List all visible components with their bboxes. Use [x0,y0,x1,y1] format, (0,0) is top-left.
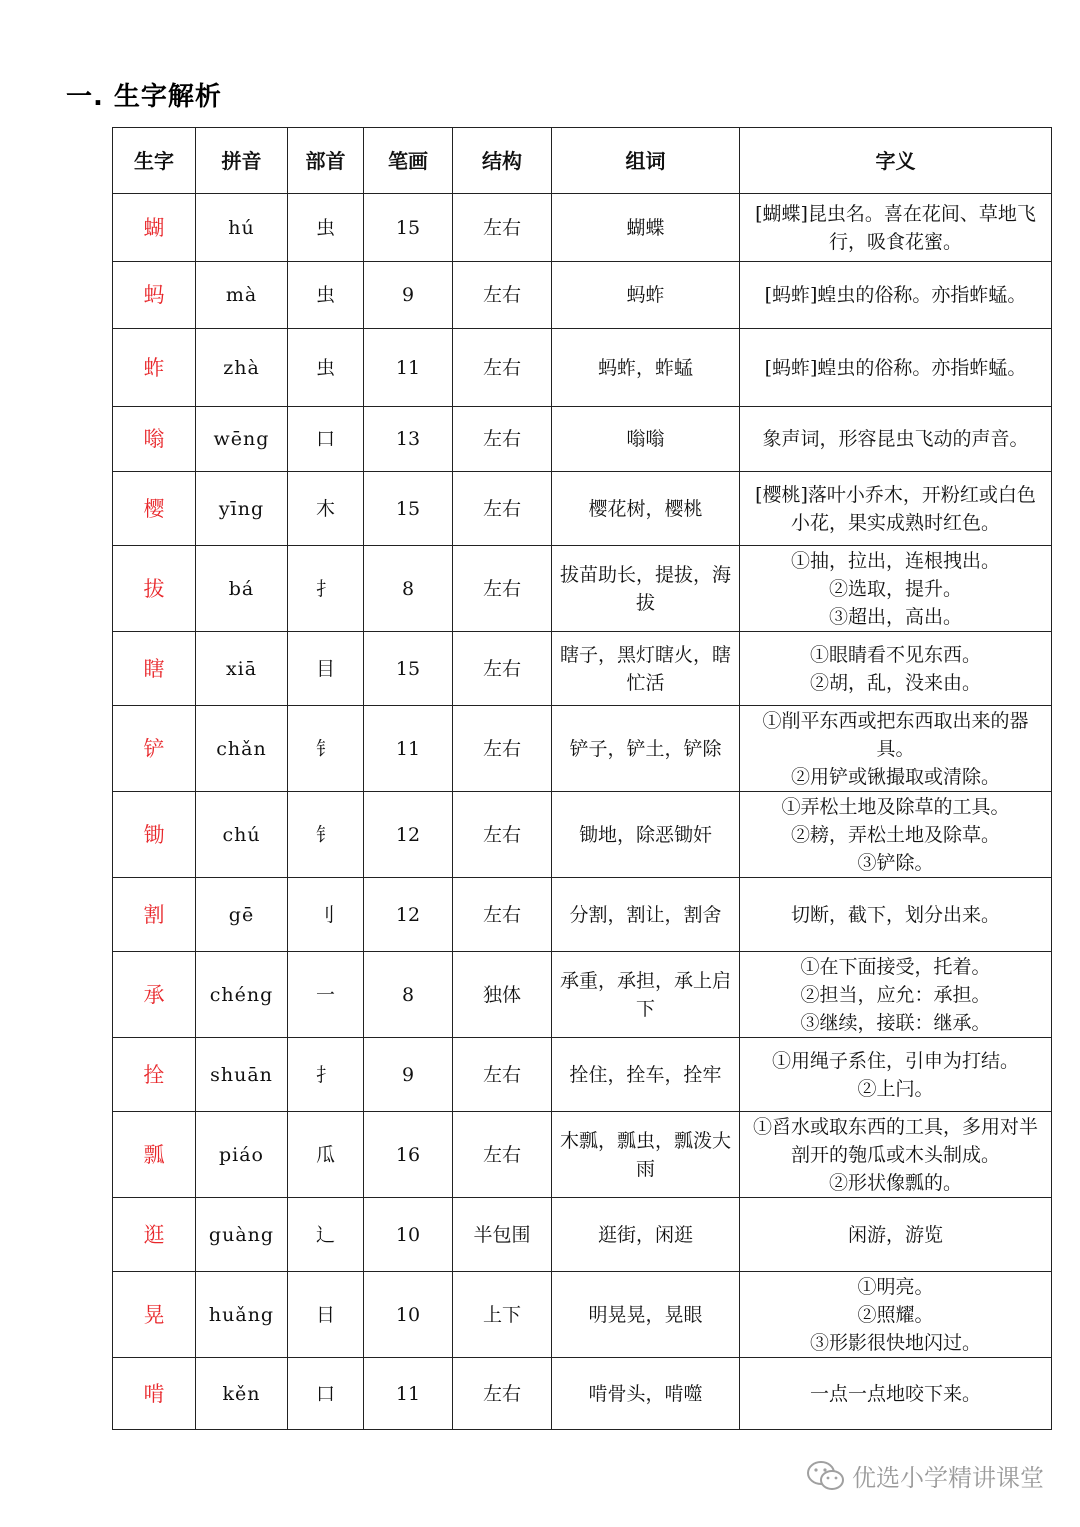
words-cell: 蝴蝶 [552,194,740,262]
meaning-cell: ①在下面接受，托着。 ②担当，应允：承担。 ③继续，接联：继承。 [740,952,1052,1038]
structure-cell: 上下 [453,1272,552,1358]
radical-cell: 口 [288,407,364,472]
meaning-cell: [蚂蚱]蝗虫的俗称。亦指蚱蜢。 [740,329,1052,407]
table-row [113,706,1052,792]
header-words: 组词 [552,128,740,194]
char-cell: 瞎 [113,632,196,706]
watermark [806,1458,1044,1493]
meaning-cell: 象声词，形容昆虫飞动的声音。 [740,407,1052,472]
strokes-cell: 12 [364,878,453,952]
pinyin-cell: chéng [196,952,288,1038]
vocab-table [112,127,1052,1430]
words-cell: 拔苗助长，提拔，海拔 [552,546,740,632]
pinyin-cell: huǎng [196,1272,288,1358]
meaning-cell: ①用绳子系住，引申为打结。 ②上闩。 [740,1038,1052,1112]
char-cell: 蚱 [113,329,196,407]
structure-cell: 左右 [453,546,552,632]
structure-cell: 左右 [453,194,552,262]
char-cell: 嗡 [113,407,196,472]
char-cell: 拴 [113,1038,196,1112]
meaning-cell: ①眼睛看不见东西。 ②胡，乱，没来由。 [740,632,1052,706]
strokes-cell: 16 [364,1112,453,1198]
pinyin-cell: chú [196,792,288,878]
table-row [113,1198,1052,1272]
table-row [113,329,1052,407]
meaning-cell: ①抽，拉出，连根拽出。 ②选取，提升。 ③超出，高出。 [740,546,1052,632]
header-char: 生字 [113,128,196,194]
words-cell: 明晃晃，晃眼 [552,1272,740,1358]
table-row [113,472,1052,546]
words-cell: 木瓢，瓢虫，瓢泼大雨 [552,1112,740,1198]
radical-cell: 虫 [288,262,364,329]
structure-cell: 左右 [453,407,552,472]
meaning-cell: [樱桃]落叶小乔木，开粉红或白色小花，果实成熟时红色。 [740,472,1052,546]
structure-cell: 左右 [453,1038,552,1112]
pinyin-cell: hú [196,194,288,262]
radical-cell: 木 [288,472,364,546]
header-structure: 结构 [453,128,552,194]
char-cell: 拔 [113,546,196,632]
strokes-cell: 15 [364,472,453,546]
pinyin-cell: guàng [196,1198,288,1272]
strokes-cell: 11 [364,706,453,792]
structure-cell: 左右 [453,632,552,706]
table-row [113,262,1052,329]
words-cell: 嗡嗡 [552,407,740,472]
char-cell: 瓢 [113,1112,196,1198]
words-cell: 啃骨头，啃噬 [552,1358,740,1430]
meaning-cell: [蝴蝶]昆虫名。喜在花间、草地飞行，吸食花蜜。 [740,194,1052,262]
char-cell: 铲 [113,706,196,792]
char-cell: 承 [113,952,196,1038]
wechat-icon [806,1459,846,1493]
header-strokes: 笔画 [364,128,453,194]
structure-cell: 左右 [453,1358,552,1430]
table-row [113,1358,1052,1430]
table-row [113,878,1052,952]
table-row [113,546,1052,632]
strokes-cell: 11 [364,1358,453,1430]
meaning-cell: ①弄松土地及除草的工具。 ②耪，弄松土地及除草。 ③铲除。 [740,792,1052,878]
char-cell: 晃 [113,1272,196,1358]
table-row [113,1112,1052,1198]
pinyin-cell: gē [196,878,288,952]
char-cell: 割 [113,878,196,952]
structure-cell: 左右 [453,706,552,792]
strokes-cell: 15 [364,632,453,706]
pinyin-cell: piáo [196,1112,288,1198]
radical-cell: 一 [288,952,364,1038]
char-cell: 逛 [113,1198,196,1272]
strokes-cell: 10 [364,1198,453,1272]
structure-cell: 左右 [453,878,552,952]
structure-cell: 左右 [453,792,552,878]
header-meaning: 字义 [740,128,1052,194]
words-cell: 拴住，拴车，拴牢 [552,1038,740,1112]
words-cell: 铲子，铲土，铲除 [552,706,740,792]
radical-cell: 扌 [288,1038,364,1112]
radical-cell: 钅 [288,792,364,878]
pinyin-cell: chǎn [196,706,288,792]
pinyin-cell: kěn [196,1358,288,1430]
radical-cell: 扌 [288,546,364,632]
words-cell: 樱花树，樱桃 [552,472,740,546]
table-row [113,1038,1052,1112]
meaning-cell: ①削平东西或把东西取出来的器具。 ②用铲或锹撮取或清除。 [740,706,1052,792]
strokes-cell: 15 [364,194,453,262]
meaning-cell: [蚂蚱]蝗虫的俗称。亦指蚱蜢。 [740,262,1052,329]
words-cell: 蚂蚱 [552,262,740,329]
radical-cell: 日 [288,1272,364,1358]
char-cell: 蝴 [113,194,196,262]
table-row [113,952,1052,1038]
char-cell: 蚂 [113,262,196,329]
words-cell: 逛街，闲逛 [552,1198,740,1272]
meaning-cell: ①舀水或取东西的工具，多用对半剖开的匏瓜或木头制成。 ②形状像瓢的。 [740,1112,1052,1198]
radical-cell: 钅 [288,706,364,792]
meaning-cell: ①明亮。 ②照耀。 ③形影很快地闪过。 [740,1272,1052,1358]
structure-cell: 左右 [453,262,552,329]
strokes-cell: 11 [364,329,453,407]
radical-cell: 瓜 [288,1112,364,1198]
words-cell: 瞎子，黑灯瞎火，瞎忙活 [552,632,740,706]
words-cell: 承重，承担，承上启下 [552,952,740,1038]
strokes-cell: 9 [364,262,453,329]
pinyin-cell: shuān [196,1038,288,1112]
meaning-cell: 切断，截下，划分出来。 [740,878,1052,952]
char-cell: 樱 [113,472,196,546]
pinyin-cell: bá [196,546,288,632]
pinyin-cell: wēng [196,407,288,472]
strokes-cell: 12 [364,792,453,878]
structure-cell: 独体 [453,952,552,1038]
strokes-cell: 8 [364,546,453,632]
radical-cell: 刂 [288,878,364,952]
table-header-row [113,128,1052,194]
words-cell: 锄地，除恶锄奸 [552,792,740,878]
table-row [113,1272,1052,1358]
table-row [113,194,1052,262]
meaning-cell: 一点一点地咬下来。 [740,1358,1052,1430]
header-pinyin: 拼音 [196,128,288,194]
pinyin-cell: mà [196,262,288,329]
strokes-cell: 10 [364,1272,453,1358]
pinyin-cell: zhà [196,329,288,407]
words-cell: 分割，割让，割舍 [552,878,740,952]
pinyin-cell: yīng [196,472,288,546]
pinyin-cell: xiā [196,632,288,706]
meaning-cell: 闲游，游览 [740,1198,1052,1272]
strokes-cell: 8 [364,952,453,1038]
table-row [113,632,1052,706]
radical-cell: 虫 [288,194,364,262]
structure-cell: 半包围 [453,1198,552,1272]
strokes-cell: 13 [364,407,453,472]
watermark-text: 优选小学精讲课堂 [852,1464,1044,1492]
header-radical: 部首 [288,128,364,194]
strokes-cell: 9 [364,1038,453,1112]
radical-cell: 辶 [288,1198,364,1272]
char-cell: 锄 [113,792,196,878]
structure-cell: 左右 [453,1112,552,1198]
words-cell: 蚂蚱，蚱蜢 [552,329,740,407]
radical-cell: 虫 [288,329,364,407]
char-cell: 啃 [113,1358,196,1430]
section-title: 一. 生字解析 [66,82,222,112]
radical-cell: 目 [288,632,364,706]
table-row [113,407,1052,472]
table-row [113,792,1052,878]
structure-cell: 左右 [453,472,552,546]
structure-cell: 左右 [453,329,552,407]
radical-cell: 口 [288,1358,364,1430]
